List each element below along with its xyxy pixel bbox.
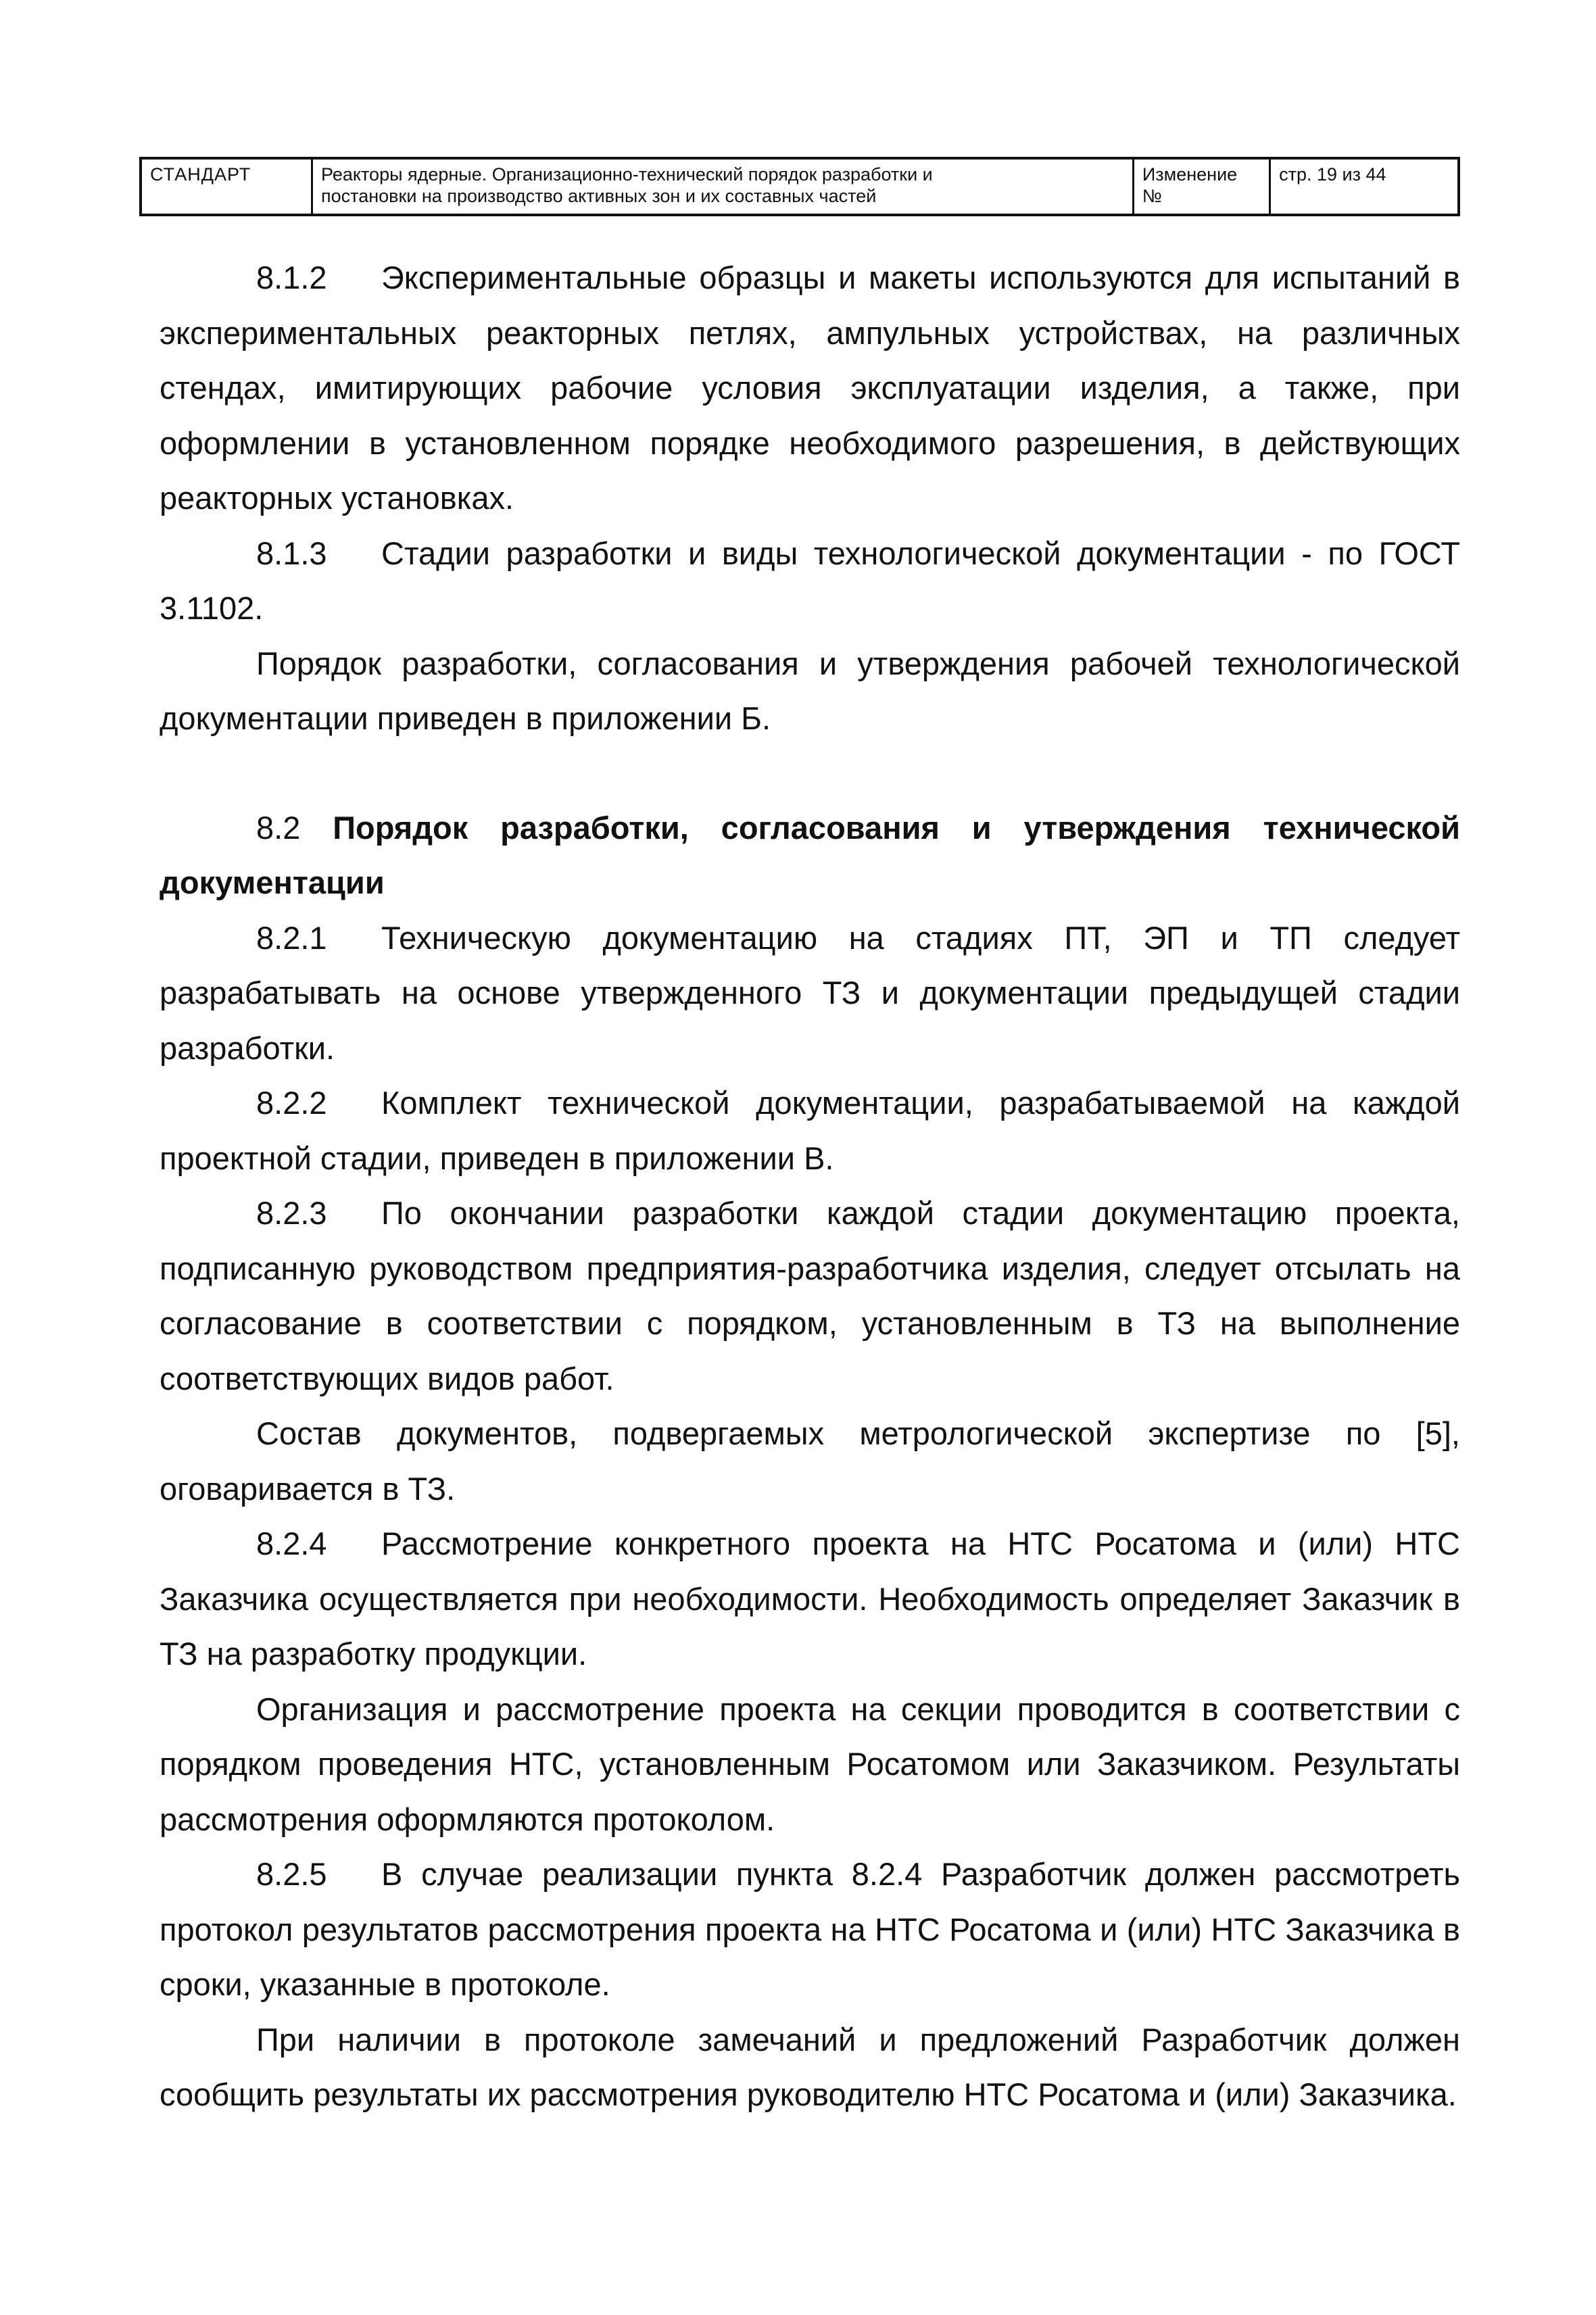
header-change-number-label: № (1142, 186, 1162, 206)
paragraph-text: Экспериментальные образцы и макеты используются для испытаний в экспериментальных реакторных петлях, ампульных устройствах, на различных стендах, имитирующих рабочие условия эксплуатации изделия, а также, при оформлении в установленном порядке необходимого разрешения, в действующих реакторных установках. (160, 260, 1460, 516)
paragraph-8-2-5 (160, 1847, 1460, 2012)
paragraph-text: Рассмотрение конкретного проекта на НТС Росатома и (или) НТС Заказчика осуществляется при необходимости. Необходимость определяет Заказчик в ТЗ на разработку продукции. (160, 1526, 1460, 1672)
header-page-label: стр. 19 из 44 (1279, 164, 1386, 185)
paragraph-nts-organization (160, 1682, 1460, 1847)
paragraph-8-1-3 (160, 526, 1460, 636)
paragraph-8-2-3 (160, 1186, 1460, 1406)
clause-number: 8.2.4 (256, 1526, 327, 1561)
document-body (160, 250, 1460, 2122)
paragraph-metrology-expertise (160, 1406, 1460, 1516)
clause-number: 8.1.3 (256, 535, 327, 571)
clause-number: 8.2.5 (256, 1856, 327, 1892)
header-change-cell (1134, 160, 1271, 214)
paragraph-text: Порядок разработки, согласования и утверждения рабочей технологической документации приведен в приложении Б. (160, 645, 1460, 736)
header-standard-cell (142, 160, 313, 214)
header-title-line-2: постановки на производство активных зон и их составных частей (321, 186, 877, 206)
paragraph-text: В случае реализации пункта 8.2.4 Разработчик должен рассмотреть протокол результатов рассмотрения проекта на НТС Росатома и (или) НТС Заказчика в сроки, указанные в протоколе. (160, 1856, 1460, 2002)
clause-number: 8.2.3 (256, 1195, 327, 1231)
paragraph-text: По окончании разработки каждой стадии документацию проекта, подписанную руководством предприятия-разработчика изделия, следует отсылать на согласование в соответствии с порядком, установленным в ТЗ на выполнение соответствующих видов работ. (160, 1195, 1460, 1396)
paragraph-remarks-response (160, 2012, 1460, 2122)
paragraph-8-2-2 (160, 1075, 1460, 1186)
paragraph-text: При наличии в протоколе замечаний и предложений Разработчик должен сообщить результаты их рассмотрения руководителю НТС Росатома и (или) Заказчика. (160, 2021, 1460, 2112)
header-standard-label: СТАНДАРТ (150, 164, 251, 185)
clause-number: 8.1.2 (256, 260, 327, 295)
paragraph-text: Стадии разработки и виды технологической документации - по ГОСТ 3.1102. (160, 535, 1460, 626)
document-header-table (139, 157, 1460, 216)
clause-number: 8.2.2 (256, 1085, 327, 1121)
paragraph-text: Комплект технической документации, разрабатываемой на каждой проектной стадии, приведен в приложении В. (160, 1085, 1460, 1176)
paragraph-8-1-2 (160, 250, 1460, 526)
section-heading-8-2 (160, 800, 1460, 910)
section-title: Порядок разработки, согласования и утверждения технической документации (160, 809, 1460, 900)
header-title-cell (313, 160, 1134, 214)
paragraph-text: Организация и рассмотрение проекта на секции проводится в соответствии с порядком проведения НТС, установленным Росатомом или Заказчиком. Результаты рассмотрения оформляются протоколом. (160, 1690, 1460, 1837)
paragraph-text: Техническую документацию на стадиях ПТ, ЭП и ТП следует разрабатывать на основе утвержденного ТЗ и документации предыдущей стадии разработки. (160, 919, 1460, 1066)
header-page-cell (1271, 160, 1457, 214)
paragraph-text: Состав документов, подвергаемых метрологической экспертизе по [5], оговаривается в ТЗ. (160, 1415, 1460, 1507)
paragraph-8-2-1 (160, 910, 1460, 1076)
clause-number: 8.2.1 (256, 919, 327, 956)
paragraph-8-2-4 (160, 1516, 1460, 1682)
paragraph-tech-docs-order (160, 636, 1460, 746)
header-title-line-1: Реакторы ядерные. Организационно-технический порядок разработки и (321, 164, 933, 185)
header-change-label: Изменение (1142, 164, 1238, 185)
section-number: 8.2 (256, 809, 301, 846)
